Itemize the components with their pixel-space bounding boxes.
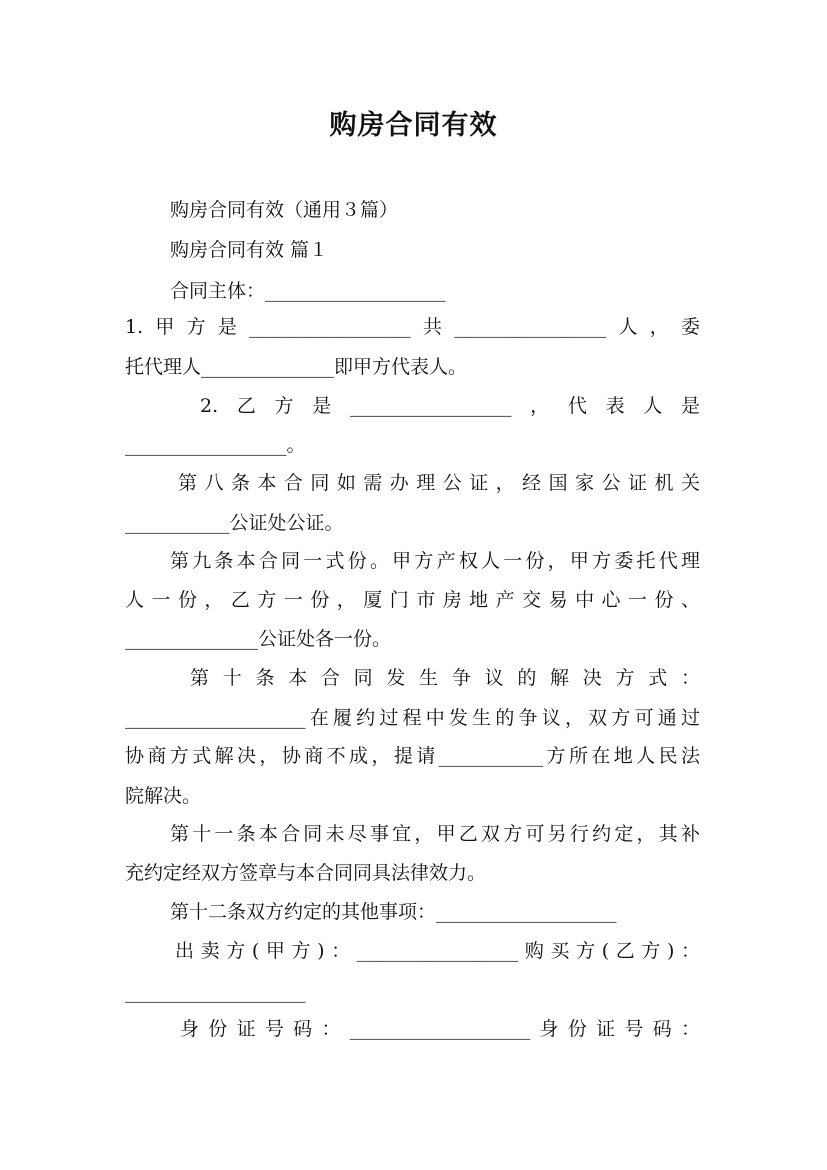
section-heading: 购房合同有效 篇１: [170, 239, 329, 261]
id-number-line: 身份证号码：___________________身份证号码：: [180, 1018, 700, 1040]
contract-parties-line: 合同主体：___________________: [170, 280, 446, 302]
article-10-end: 院解决。: [125, 785, 202, 807]
article-9-line: 第九条本合同一式份。甲方产权人一份，甲方委托代理: [170, 550, 700, 572]
article-9-continuation: 人一份，乙方一份，厦门市房地产交易中心一份、: [125, 589, 700, 611]
party-b-line: 2.乙方是_________________，代表人是: [200, 395, 700, 417]
party-b-blank: _________________。: [125, 434, 306, 456]
article-12-line: 第十二条双方约定的其他事项：___________________: [170, 901, 617, 923]
subtitle-line: 购房合同有效（通用３篇）: [170, 199, 399, 221]
article-8-continuation: ___________公证处公证。: [125, 512, 344, 534]
article-10-continuation: ___________________在履约过程中发生的争议，双方可通过: [125, 707, 700, 729]
document-title: 购房合同有效: [329, 110, 498, 141]
party-a-line: 1.甲方是_________________共________________人，委: [125, 316, 700, 338]
party-a-continuation: 托代理人______________即甲方代表人。: [125, 356, 468, 378]
article-9-end: ______________公证处各一份。: [125, 628, 392, 650]
seller-buyer-line: 出卖方(甲方)：_________________购买方(乙方)：: [175, 940, 700, 962]
article-11-line: 第十一条本合同未尽事宜，甲乙双方可另行约定，其补: [170, 823, 700, 845]
buyer-blank: ___________________: [125, 981, 306, 1003]
article-10-continuation-2: 协商方式解决，协商不成，提请___________方所在地人民法: [125, 745, 700, 767]
article-11-end: 充约定经双方签章与本合同同具法律效力。: [125, 862, 487, 884]
article-10-line: 第十条本合同发生争议的解决方式：: [190, 667, 700, 689]
article-8-line: 第八条本合同如需办理公证，经国家公证机关: [178, 472, 700, 494]
